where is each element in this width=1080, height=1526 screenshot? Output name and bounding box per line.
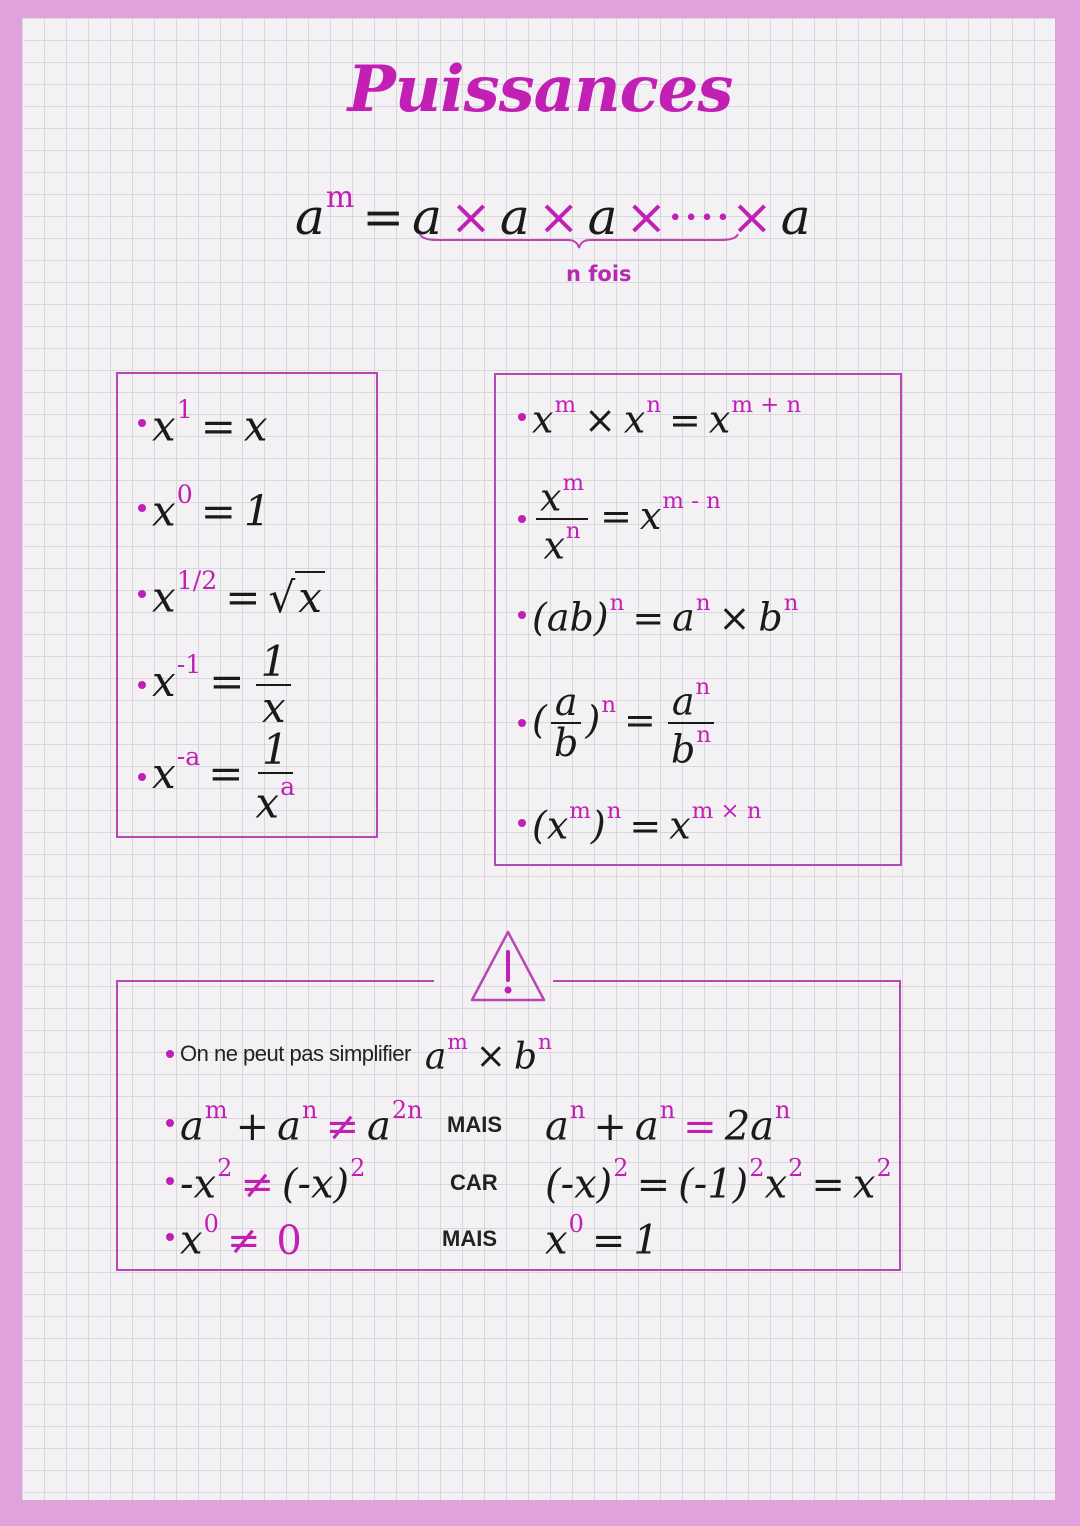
math-term: -x [180,1161,217,1208]
exponent: n [609,590,625,616]
rule-row [518,676,718,771]
math-term: x [540,475,562,520]
formula [425,1030,552,1077]
math-operator: × [718,595,751,640]
formula [152,637,295,733]
warning-box-top-right [553,980,899,982]
exponent: m × n [691,798,762,824]
math-term: a [634,1103,659,1150]
formula [152,725,299,828]
formula [545,1210,659,1264]
exponent: n [783,590,799,616]
formula [152,480,271,536]
math-term: a [587,188,618,246]
math-term: 1 [261,725,289,774]
numerator [258,725,293,774]
bullet-icon [518,819,526,827]
math-term: a [277,1103,301,1150]
math-operator: × [449,188,492,246]
math-term: x [545,1217,568,1264]
math-term: x [152,572,176,622]
bullet-icon [518,719,526,727]
bullet-icon [518,413,526,421]
keyword: MAIS [447,1112,502,1137]
math-term: a [672,595,695,640]
formula [532,676,718,771]
keyword: CAR [450,1170,498,1195]
rule-row [518,798,762,848]
rule-row [138,637,295,733]
exponent: m [562,470,585,496]
math-operator: = [632,595,665,640]
math-operator: = [209,657,245,707]
math-term: ) [585,697,601,742]
exponent: m [325,180,355,215]
bullet-icon [166,1233,174,1241]
math-term: x [669,803,691,848]
rule-row [518,590,798,640]
formula [180,1096,423,1150]
exponent: n [302,1096,318,1124]
fraction [255,725,296,828]
math-operator: = [629,803,662,848]
math-term: x [152,748,176,798]
math-term: ( [532,697,547,742]
exponent: 2 [613,1154,629,1182]
math-term: (-1) [678,1161,749,1208]
math-term: x [255,778,280,828]
math-term: x [708,397,731,442]
bullet-icon [138,590,146,598]
math-operator: + [593,1103,627,1150]
exponent: m - n [662,488,721,515]
formula [532,590,798,640]
exponent: m + n [731,392,802,418]
math-term: x [243,401,268,451]
math-operator: ≠ [226,1217,261,1264]
exponent: 1 [176,395,193,424]
exponent: m [204,1096,228,1124]
fraction [668,676,714,771]
formula [152,566,325,622]
math-term: (ab) [532,595,609,640]
math-term: x [532,397,554,442]
warning-row [166,1096,423,1150]
math-term: b [513,1036,538,1078]
numerator [668,676,714,724]
denominator [553,721,579,766]
rule-row [138,480,271,536]
exponent: 0 [568,1210,584,1238]
math-term: x [852,1161,876,1208]
radicand [295,571,325,622]
math-operator: = [600,493,632,538]
warning-row [166,1210,310,1264]
exponent: 0 [176,480,193,509]
math-operator: ≠ [240,1161,274,1208]
exponent: a [280,772,296,802]
math-operator: × [475,1036,506,1078]
math-term: a [545,1103,569,1150]
math-term: x [623,397,646,442]
exponent: -a [176,742,201,772]
math-term: a [412,188,442,246]
math-term: x [639,493,662,538]
warning-box-top-left [116,980,434,982]
exponent: m [447,1030,468,1055]
exponent: n [646,392,662,418]
warning-row-right [545,1096,790,1150]
exponent: n [606,798,622,824]
exponent: 2 [876,1154,892,1182]
math-term: x [152,657,176,707]
math-term: b [553,721,579,766]
formula [545,1154,892,1208]
exponent: m [569,798,591,824]
math-operator: = [669,397,701,442]
math-operator: = [200,486,236,536]
math-operator: = [811,1161,845,1208]
exponent: n [601,692,616,719]
math-operator: + [235,1103,270,1150]
formula [545,1096,790,1150]
math-term: 1 [260,637,288,686]
math-term: ) [590,803,606,848]
math-term: x [543,523,565,568]
numerator [551,679,582,725]
denominator [255,774,295,826]
exponent: n [538,1030,552,1055]
math-operator: = [200,401,236,451]
warning-intro [166,1030,552,1077]
bullet-icon [138,681,146,689]
bullet-icon [166,1119,174,1127]
bullet-icon [166,1050,174,1058]
exponent: n [696,722,712,749]
bullet-icon [166,1177,174,1185]
exponent: 2 [749,1154,765,1182]
math-term: a [671,679,695,724]
math-term: (-x) [545,1161,613,1208]
math-term: a [295,188,325,246]
math-term: x [180,1217,203,1264]
bullet-icon [138,419,146,427]
rule-row [138,725,299,828]
math-term: x [152,401,176,451]
bullet-icon [138,773,146,781]
math-term: x [764,1161,788,1208]
math-term: x [298,572,322,622]
page-title: Puissances [347,52,733,127]
formula [180,1154,365,1208]
exponent: n [695,674,711,700]
exponent: 2n [391,1096,423,1124]
exponent: n [569,1096,586,1124]
formula [532,472,721,567]
rule-row [138,566,325,622]
exponent: 2 [788,1154,804,1182]
math-term: 1 [243,486,271,536]
math-term: a [424,1036,447,1078]
formula [532,798,762,848]
math-term: a [499,188,530,246]
math-term: a [554,679,578,724]
radical-sign-icon: √ [268,572,296,622]
warning-row-right [545,1210,659,1264]
square-root [268,573,324,622]
exponent: -1 [176,650,202,680]
math-term: a [366,1103,391,1150]
exponent: 0 [203,1210,219,1238]
math-term: 1 [633,1217,659,1264]
math-term: x [261,683,286,733]
exponent: 2 [350,1154,366,1182]
exponent: m [554,392,577,418]
denominator [543,520,580,566]
warning-row [166,1154,365,1208]
formula [152,395,268,451]
exponent: 2 [217,1154,233,1182]
math-operator: = [208,748,244,798]
math-operator: = [624,697,656,742]
fraction [256,637,291,733]
rule-row [518,392,801,442]
warning-intro-text: On ne peut pas simplifier [180,1040,411,1066]
bullet-icon [138,504,146,512]
exponent: n [659,1096,676,1124]
keyword: MAIS [442,1226,497,1251]
exponent: n [774,1096,791,1124]
math-operator: ×····× [625,188,773,246]
fraction [536,472,588,567]
exponent: n [565,518,581,545]
math-term: x [152,486,176,536]
math-operator: ≠ [325,1103,359,1150]
math-term: 2a [724,1103,774,1150]
math-operator: = [225,572,261,622]
warning-row-right [545,1154,892,1208]
rule-row [518,472,721,567]
rule-row [138,395,268,451]
math-term: (-x) [281,1161,350,1208]
fraction [551,679,582,766]
math-term: a [780,188,811,246]
formula [180,1210,310,1264]
exponent: 1/2 [176,566,218,595]
denominator [261,683,286,733]
brace-label: n fois [566,262,632,286]
formula [532,392,801,442]
math-operator: = [636,1161,671,1208]
underbrace [418,232,740,250]
math-term: b [758,595,783,640]
math-operator: = [591,1217,626,1264]
math-operator: × [537,188,580,246]
bullet-icon [518,515,526,523]
exponent: n [695,590,711,616]
numerator [536,472,588,520]
math-term: b [671,727,696,772]
numerator [256,637,291,686]
bullet-icon [518,611,526,619]
math-operator: × [584,397,616,442]
math-operator: 0 [276,1217,302,1264]
math-term: a [180,1103,204,1150]
denominator [671,724,711,770]
math-operator: = [683,1103,717,1150]
math-term: (x [532,803,569,848]
math-operator: = [362,188,405,246]
